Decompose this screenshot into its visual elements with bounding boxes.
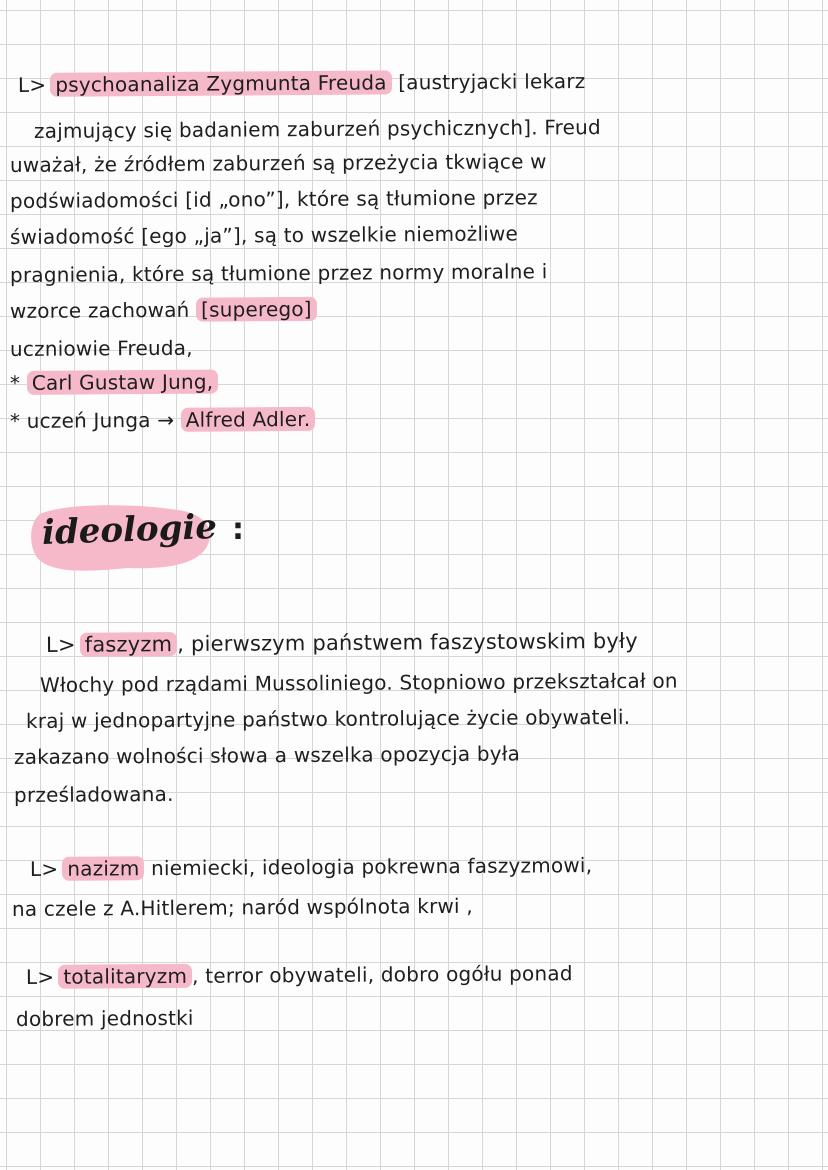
highlight-term: [superego] bbox=[196, 297, 317, 322]
arrow-icon: L> bbox=[45, 632, 76, 657]
note-line: prześladowana. bbox=[13, 781, 174, 807]
note-text: , terror obywateli, dobro ogółu ponad bbox=[192, 961, 573, 988]
highlight-term: Alfred Adler. bbox=[181, 407, 316, 432]
note-line bbox=[10, 369, 218, 396]
note-text: [austryjacki lekarz bbox=[391, 69, 586, 95]
arrow-icon: L> bbox=[17, 72, 47, 97]
heading-text: ideologie bbox=[41, 506, 218, 554]
highlight-term: Carl Gustaw Jung, bbox=[27, 370, 219, 395]
note-line: podświadomości [id „ono”], które są tłumione przez bbox=[9, 185, 538, 213]
note-line: uczniowie Freuda, bbox=[9, 335, 193, 361]
note-text: , pierwszym państwem faszystowskim były bbox=[177, 628, 638, 657]
note-line bbox=[26, 960, 573, 990]
note-line: Włochy pod rządami Mussoliniego. Stopniowo przekształcał on bbox=[39, 668, 678, 697]
note-line bbox=[18, 68, 586, 98]
note-text: * uczeń Junga → bbox=[9, 407, 181, 433]
note-line: zajmujący się badaniem zaburzeń psychicznych]. Freud bbox=[33, 115, 601, 143]
note-line bbox=[46, 628, 638, 658]
note-text: * bbox=[9, 370, 27, 395]
note-line: dobrem jednostki bbox=[15, 1005, 194, 1031]
note-line: uważał, że źródłem zaburzeń są przeżycia tkwiące w bbox=[9, 149, 547, 177]
note-line: świadomość [ego „ja”], są to wszelkie niemożliwe bbox=[9, 221, 519, 249]
note-line bbox=[30, 852, 592, 882]
note-line: pragnienia, które są tłumione przez normy moralne i bbox=[9, 259, 548, 287]
highlight-term: totalitaryzm bbox=[58, 964, 192, 989]
highlight-term: faszyzm bbox=[80, 632, 178, 657]
note-line: na czele z A.Hitlerem; naród wspólnota krwi , bbox=[11, 893, 473, 921]
note-line: zakazano wolności słowa a wszelka opozycja była bbox=[13, 741, 521, 769]
arrow-icon: L> bbox=[25, 964, 55, 989]
heading-colon: : bbox=[232, 512, 244, 547]
highlight-term: nazizm bbox=[62, 856, 144, 881]
arrow-icon: L> bbox=[29, 856, 59, 881]
section-heading bbox=[28, 500, 218, 576]
note-line bbox=[10, 406, 316, 434]
note-line: kraj w jednopartyjne państwo kontrolujące życie obywateli. bbox=[25, 704, 631, 733]
highlight-term: psychoanaliza Zygmunta Freuda bbox=[50, 70, 392, 96]
note-line bbox=[10, 296, 317, 324]
note-text: niemiecki, ideologia pokrewna faszyzmowi, bbox=[144, 853, 593, 881]
note-text: wzorce zachowań bbox=[9, 297, 197, 323]
